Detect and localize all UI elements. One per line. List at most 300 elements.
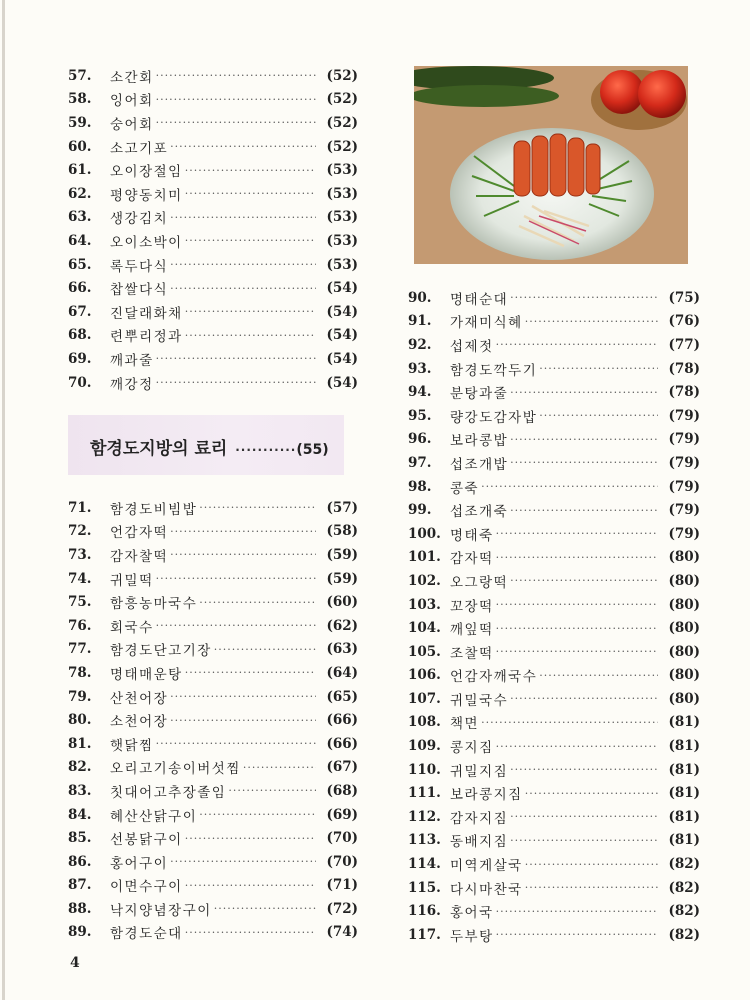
toc-entry-number: 62. bbox=[68, 185, 92, 202]
toc-entry-title: 홍어국 bbox=[450, 905, 494, 922]
toc-entry[interactable] bbox=[68, 135, 358, 159]
toc-entry[interactable] bbox=[408, 404, 700, 428]
toc-list-right bbox=[408, 286, 700, 947]
toc-dot-leader bbox=[156, 69, 316, 82]
toc-entry-page: (79) bbox=[668, 502, 700, 519]
toc-dot-leader bbox=[170, 140, 316, 153]
toc-dot-leader bbox=[185, 329, 316, 342]
toc-dot-leader bbox=[214, 902, 316, 915]
toc-entry-number: 73. bbox=[68, 546, 92, 563]
toc-entry-page: (82) bbox=[668, 879, 700, 896]
toc-entry-title: 진달래화채 bbox=[110, 305, 183, 322]
toc-entry-page: (52) bbox=[326, 138, 358, 155]
toc-entry-number: 114. bbox=[408, 856, 441, 873]
toc-entry-title: 섭제젓 bbox=[450, 338, 494, 355]
toc-entry-number: 102. bbox=[408, 572, 441, 589]
toc-dot-leader bbox=[185, 832, 316, 845]
toc-entry-title: 두부탕 bbox=[450, 928, 494, 945]
toc-entry-page: (54) bbox=[326, 327, 358, 344]
dish-photo-illustration bbox=[414, 66, 688, 264]
toc-entry[interactable] bbox=[68, 347, 358, 371]
toc-entry-page: (54) bbox=[326, 350, 358, 367]
toc-entry-number: 109. bbox=[408, 738, 441, 755]
toc-entry-number: 96. bbox=[408, 431, 432, 448]
toc-dot-leader bbox=[539, 362, 658, 375]
toc-entry[interactable] bbox=[68, 229, 358, 253]
toc-entry-title: 섭조개밥 bbox=[450, 456, 509, 473]
toc-entry-page: (52) bbox=[326, 67, 358, 84]
toc-entry[interactable] bbox=[408, 593, 700, 617]
toc-entry-page: (53) bbox=[326, 209, 358, 226]
toc-entry-page: (81) bbox=[668, 761, 700, 778]
toc-entry-page: (66) bbox=[326, 712, 358, 729]
toc-entry[interactable] bbox=[408, 451, 700, 475]
toc-entry-title: 다시마찬국 bbox=[450, 881, 523, 898]
toc-entry-number: 68. bbox=[68, 327, 92, 344]
toc-entry-title: 산천어장 bbox=[110, 690, 169, 707]
toc-entry-title: 조찰떡 bbox=[450, 645, 494, 662]
toc-entry-page: (82) bbox=[668, 903, 700, 920]
toc-entry-title: 함경도비빔밥 bbox=[110, 501, 198, 518]
toc-entry-number: 67. bbox=[68, 303, 92, 320]
toc-dot-leader bbox=[170, 714, 316, 727]
toc-dot-leader bbox=[496, 928, 658, 941]
toc-entry-number: 105. bbox=[408, 643, 441, 660]
toc-entry-page: (54) bbox=[326, 280, 358, 297]
toc-entry[interactable] bbox=[408, 781, 700, 805]
toc-entry-page: (80) bbox=[668, 596, 700, 613]
toc-dot-leader bbox=[170, 211, 316, 224]
toc-entry[interactable] bbox=[408, 899, 700, 923]
toc-entry[interactable] bbox=[68, 661, 358, 685]
toc-entry[interactable] bbox=[68, 371, 358, 395]
toc-entry-number: 70. bbox=[68, 374, 92, 391]
toc-entry-title: 분탕과줄 bbox=[450, 386, 509, 403]
toc-entry-number: 64. bbox=[68, 232, 92, 249]
toc-entry-page: (59) bbox=[326, 570, 358, 587]
toc-entry-number: 110. bbox=[408, 761, 441, 778]
toc-entry-page: (68) bbox=[326, 782, 358, 799]
toc-entry[interactable] bbox=[68, 779, 358, 803]
toc-entry-number: 66. bbox=[68, 280, 92, 297]
toc-entry-title: 함경도깍두기 bbox=[450, 362, 538, 379]
toc-entry[interactable] bbox=[408, 569, 700, 593]
toc-entry[interactable] bbox=[408, 357, 700, 381]
toc-entry-title: 록두다식 bbox=[110, 258, 169, 275]
toc-entry-page: (54) bbox=[326, 374, 358, 391]
toc-entry-page: (78) bbox=[668, 360, 700, 377]
toc-entry-title: 콩지짐 bbox=[450, 740, 494, 757]
toc-entry-page: (66) bbox=[326, 735, 358, 752]
toc-entry[interactable] bbox=[408, 380, 700, 404]
toc-entry[interactable] bbox=[408, 286, 700, 310]
toc-dot-leader bbox=[185, 187, 316, 200]
toc-entry-page: (77) bbox=[668, 336, 700, 353]
section-banner bbox=[68, 415, 344, 475]
toc-entry-number: 78. bbox=[68, 664, 92, 681]
toc-entry-number: 117. bbox=[408, 926, 441, 943]
toc-entry-page: (53) bbox=[326, 162, 358, 179]
toc-entry-page: (67) bbox=[326, 759, 358, 776]
toc-entry[interactable] bbox=[408, 687, 700, 711]
toc-entry[interactable] bbox=[68, 567, 358, 591]
toc-entry-page: (52) bbox=[326, 91, 358, 108]
toc-entry[interactable] bbox=[68, 826, 358, 850]
toc-entry-title: 오이장절임 bbox=[110, 164, 183, 181]
toc-entry[interactable] bbox=[408, 475, 700, 499]
toc-entry-number: 77. bbox=[68, 641, 92, 658]
toc-entry-number: 87. bbox=[68, 877, 92, 894]
toc-dot-leader bbox=[510, 834, 658, 847]
toc-entry[interactable] bbox=[68, 324, 358, 348]
toc-entry[interactable] bbox=[408, 852, 700, 876]
toc-dot-leader bbox=[170, 548, 316, 561]
toc-entry-page: (80) bbox=[668, 690, 700, 707]
toc-entry-page: (80) bbox=[668, 667, 700, 684]
toc-entry[interactable] bbox=[68, 732, 358, 756]
toc-entry-number: 80. bbox=[68, 712, 92, 729]
toc-dot-leader bbox=[525, 858, 658, 871]
toc-dot-leader bbox=[185, 926, 316, 939]
toc-entry[interactable] bbox=[68, 708, 358, 732]
toc-entry-page: (81) bbox=[668, 832, 700, 849]
toc-entry-page: (81) bbox=[668, 738, 700, 755]
toc-entry-title: 깨강정 bbox=[110, 376, 154, 393]
toc-dot-leader bbox=[156, 116, 316, 129]
toc-entry-title: 감자지짐 bbox=[450, 810, 509, 827]
toc-entry-title: 언감자깨국수 bbox=[450, 669, 538, 686]
toc-dot-leader bbox=[199, 501, 316, 514]
toc-entry-title: 소간회 bbox=[110, 69, 154, 86]
toc-entry-page: (82) bbox=[668, 926, 700, 943]
toc-entry-title: 소천어장 bbox=[110, 714, 169, 731]
toc-entry-page: (65) bbox=[326, 688, 358, 705]
toc-dot-leader bbox=[539, 409, 658, 422]
toc-dot-leader bbox=[539, 669, 658, 682]
toc-dot-leader bbox=[170, 282, 316, 295]
toc-entry-number: 107. bbox=[408, 690, 441, 707]
toc-entry-title: 함흥농마국수 bbox=[110, 596, 198, 613]
toc-dot-leader bbox=[185, 234, 316, 247]
toc-left-column-bottom bbox=[68, 496, 358, 944]
toc-dot-leader bbox=[525, 315, 658, 328]
toc-entry[interactable] bbox=[408, 876, 700, 900]
toc-entry-title: 함경도단고기장 bbox=[110, 643, 212, 660]
toc-entry-title: 깨과줄 bbox=[110, 352, 154, 369]
toc-entry-title: 량강도감자밥 bbox=[450, 409, 538, 426]
toc-entry-number: 57. bbox=[68, 67, 92, 84]
toc-entry[interactable] bbox=[68, 850, 358, 874]
toc-entry-number: 112. bbox=[408, 808, 441, 825]
toc-entry-page: (72) bbox=[326, 900, 358, 917]
toc-entry-title: 꼬장떡 bbox=[450, 598, 494, 615]
toc-entry-number: 108. bbox=[408, 714, 441, 731]
toc-entry-page: (64) bbox=[326, 664, 358, 681]
toc-entry-number: 97. bbox=[408, 454, 432, 471]
toc-entry[interactable] bbox=[68, 158, 358, 182]
tomato-right bbox=[638, 70, 686, 118]
toc-dot-leader bbox=[214, 643, 316, 656]
toc-entry-page: (54) bbox=[326, 303, 358, 320]
toc-entry-number: 81. bbox=[68, 735, 92, 752]
toc-entry[interactable] bbox=[68, 803, 358, 827]
toc-entry-title: 평양동치미 bbox=[110, 187, 183, 204]
toc-entry[interactable] bbox=[408, 498, 700, 522]
toc-dot-leader bbox=[228, 784, 316, 797]
toc-entry-title: 련뿌리정과 bbox=[110, 329, 183, 346]
toc-entry-title: 오그랑떡 bbox=[450, 574, 509, 591]
toc-entry-number: 69. bbox=[68, 350, 92, 367]
toc-dot-leader bbox=[156, 737, 316, 750]
toc-entry-title: 오리고기송이버섯찜 bbox=[110, 761, 241, 778]
toc-entry-page: (80) bbox=[668, 620, 700, 637]
toc-entry[interactable] bbox=[68, 897, 358, 921]
toc-dot-leader bbox=[185, 164, 316, 177]
toc-list-top bbox=[68, 64, 358, 394]
toc-entry-number: 86. bbox=[68, 853, 92, 870]
toc-entry-title: 명태순대 bbox=[450, 291, 509, 308]
toc-dot-leader bbox=[185, 305, 316, 318]
toc-entry-title: 명태죽 bbox=[450, 527, 494, 544]
toc-entry[interactable] bbox=[408, 923, 700, 947]
toc-entry-number: 100. bbox=[408, 525, 441, 542]
toc-entry-number: 58. bbox=[68, 91, 92, 108]
toc-entry-number: 71. bbox=[68, 499, 92, 516]
toc-entry-number: 88. bbox=[68, 900, 92, 917]
toc-entry[interactable] bbox=[68, 276, 358, 300]
toc-entry-title: 생강김치 bbox=[110, 211, 169, 228]
toc-entry-page: (80) bbox=[668, 572, 700, 589]
toc-entry[interactable] bbox=[408, 829, 700, 853]
toc-entry-page: (79) bbox=[668, 454, 700, 471]
toc-entry-title: 보라콩밥 bbox=[450, 433, 509, 450]
toc-entry-title: 언감자떡 bbox=[110, 525, 169, 542]
toc-entry[interactable] bbox=[68, 182, 358, 206]
toc-entry-page: (69) bbox=[326, 806, 358, 823]
toc-entry[interactable] bbox=[68, 88, 358, 112]
toc-entry-number: 90. bbox=[408, 289, 432, 306]
toc-entry[interactable] bbox=[408, 805, 700, 829]
toc-dot-leader bbox=[199, 596, 316, 609]
toc-entry-page: (52) bbox=[326, 114, 358, 131]
toc-entry-page: (81) bbox=[668, 808, 700, 825]
toc-dot-leader bbox=[496, 338, 658, 351]
toc-entry-page: (81) bbox=[668, 785, 700, 802]
toc-entry-page: (82) bbox=[668, 856, 700, 873]
toc-dot-leader bbox=[170, 855, 316, 868]
toc-dot-leader bbox=[510, 456, 658, 469]
toc-entry-page: (75) bbox=[668, 289, 700, 306]
toc-dot-leader bbox=[510, 810, 658, 823]
tomato-left bbox=[600, 70, 644, 114]
toc-entry[interactable] bbox=[408, 711, 700, 735]
toc-dot-leader bbox=[199, 808, 316, 821]
toc-entry-page: (78) bbox=[668, 384, 700, 401]
toc-entry-title: 오이소박이 bbox=[110, 234, 183, 251]
toc-dot-leader bbox=[525, 881, 658, 894]
toc-entry-number: 101. bbox=[408, 549, 441, 566]
toc-entry[interactable] bbox=[68, 638, 358, 662]
toc-entry[interactable] bbox=[408, 734, 700, 758]
toc-dot-leader bbox=[156, 619, 316, 632]
toc-entry-number: 106. bbox=[408, 667, 441, 684]
toc-dot-leader bbox=[170, 258, 316, 271]
toc-entry[interactable] bbox=[68, 520, 358, 544]
toc-entry-title: 보라콩지짐 bbox=[450, 787, 523, 804]
page-number: 4 bbox=[70, 955, 80, 971]
toc-entry-page: (80) bbox=[668, 643, 700, 660]
toc-entry-title: 잉어회 bbox=[110, 93, 154, 110]
toc-entry[interactable] bbox=[68, 756, 358, 780]
toc-entry-number: 85. bbox=[68, 830, 92, 847]
toc-entry-number: 116. bbox=[408, 903, 441, 920]
toc-entry-page: (79) bbox=[668, 407, 700, 424]
toc-entry-page: (79) bbox=[668, 478, 700, 495]
toc-entry-number: 99. bbox=[408, 502, 432, 519]
toc-entry[interactable] bbox=[408, 333, 700, 357]
toc-entry-title: 회국수 bbox=[110, 619, 154, 636]
toc-entry-page: (74) bbox=[326, 924, 358, 941]
toc-entry-page: (62) bbox=[326, 617, 358, 634]
toc-entry[interactable] bbox=[408, 428, 700, 452]
toc-dot-leader bbox=[156, 93, 316, 106]
toc-entry-page: (57) bbox=[326, 499, 358, 516]
toc-entry[interactable] bbox=[408, 546, 700, 570]
toc-entry-page: (71) bbox=[326, 877, 358, 894]
toc-entry-number: 83. bbox=[68, 782, 92, 799]
toc-dot-leader bbox=[496, 527, 658, 540]
toc-dot-leader bbox=[510, 574, 658, 587]
toc-entry-title: 콩죽 bbox=[450, 480, 480, 497]
section-heading-title: 함경도지방의 료리 bbox=[90, 439, 228, 459]
toc-entry-number: 76. bbox=[68, 617, 92, 634]
toc-entry-number: 59. bbox=[68, 114, 92, 131]
toc-entry-title: 감자떡 bbox=[450, 551, 494, 568]
toc-entry[interactable] bbox=[68, 111, 358, 135]
toc-dot-leader bbox=[185, 666, 316, 679]
toc-entry-title: 명태매운탕 bbox=[110, 666, 183, 683]
toc-entry-page: (70) bbox=[326, 853, 358, 870]
toc-entry[interactable] bbox=[68, 253, 358, 277]
toc-entry[interactable] bbox=[68, 874, 358, 898]
toc-left-column bbox=[68, 64, 358, 394]
toc-dot-leader bbox=[496, 598, 658, 611]
toc-entry-number: 92. bbox=[408, 336, 432, 353]
toc-entry-title: 선봉닭구이 bbox=[110, 832, 183, 849]
toc-entry[interactable] bbox=[68, 496, 358, 520]
toc-entry[interactable] bbox=[408, 310, 700, 334]
toc-entry-page: (63) bbox=[326, 641, 358, 658]
toc-entry[interactable] bbox=[408, 522, 700, 546]
toc-entry[interactable] bbox=[68, 543, 358, 567]
toc-entry-page: (79) bbox=[668, 431, 700, 448]
toc-entry-number: 75. bbox=[68, 594, 92, 611]
toc-dot-leader bbox=[496, 645, 658, 658]
cucumber-middle bbox=[414, 85, 559, 107]
toc-entry-page: (79) bbox=[668, 525, 700, 542]
toc-entry-number: 94. bbox=[408, 384, 432, 401]
toc-entry[interactable] bbox=[68, 300, 358, 324]
toc-entry[interactable] bbox=[68, 614, 358, 638]
toc-entry-page: (70) bbox=[326, 830, 358, 847]
toc-entry-title: 이면수구이 bbox=[110, 879, 183, 896]
toc-entry-number: 93. bbox=[408, 360, 432, 377]
toc-entry-title: 낙지양념장구이 bbox=[110, 902, 212, 919]
toc-entry-title: 귀밀떡 bbox=[110, 572, 154, 589]
toc-entry-number: 103. bbox=[408, 596, 441, 613]
toc-entry-number: 61. bbox=[68, 162, 92, 179]
toc-dot-leader bbox=[525, 787, 658, 800]
toc-entry[interactable] bbox=[408, 758, 700, 782]
toc-entry-number: 65. bbox=[68, 256, 92, 273]
toc-entry-number: 115. bbox=[408, 879, 441, 896]
toc-dot-leader bbox=[510, 291, 658, 304]
toc-list-bottom bbox=[68, 496, 358, 944]
toc-entry[interactable] bbox=[68, 590, 358, 614]
toc-entry-page: (60) bbox=[326, 594, 358, 611]
toc-entry-title: 섭조개죽 bbox=[450, 504, 509, 521]
section-heading[interactable] bbox=[90, 434, 329, 459]
toc-entry-number: 79. bbox=[68, 688, 92, 705]
toc-entry-title: 귀밀국수 bbox=[450, 692, 509, 709]
toc-entry-number: 91. bbox=[408, 313, 432, 330]
toc-dot-leader bbox=[481, 716, 658, 729]
toc-entry-title: 귀밀지짐 bbox=[450, 763, 509, 780]
dish-photo bbox=[414, 66, 688, 264]
toc-entry[interactable] bbox=[408, 640, 700, 664]
toc-entry-number: 104. bbox=[408, 620, 441, 637]
toc-entry-number: 72. bbox=[68, 523, 92, 540]
toc-entry-number: 74. bbox=[68, 570, 92, 587]
toc-entry-number: 98. bbox=[408, 478, 432, 495]
page-edge bbox=[2, 0, 5, 1000]
toc-right-column bbox=[408, 286, 700, 947]
toc-dot-leader bbox=[510, 433, 658, 446]
toc-dot-leader bbox=[185, 879, 316, 892]
toc-entry-page: (59) bbox=[326, 546, 358, 563]
section-heading-page: (55) bbox=[296, 442, 329, 458]
toc-dot-leader bbox=[496, 622, 658, 635]
toc-entry-number: 111. bbox=[408, 785, 441, 802]
toc-entry-number: 89. bbox=[68, 924, 92, 941]
toc-entry-page: (53) bbox=[326, 232, 358, 249]
toc-entry-number: 60. bbox=[68, 138, 92, 155]
toc-entry-number: 95. bbox=[408, 407, 432, 424]
toc-dot-leader bbox=[156, 572, 316, 585]
toc-entry-page: (80) bbox=[668, 549, 700, 566]
toc-entry[interactable] bbox=[68, 64, 358, 88]
toc-entry-title: 가재미식혜 bbox=[450, 315, 523, 332]
toc-entry-page: (58) bbox=[326, 523, 358, 540]
toc-dot-leader bbox=[481, 480, 658, 493]
section-heading-leader: ··········· bbox=[235, 443, 297, 457]
toc-dot-leader bbox=[156, 376, 316, 389]
toc-entry[interactable] bbox=[68, 921, 358, 945]
toc-dot-leader bbox=[170, 525, 316, 538]
toc-dot-leader bbox=[170, 690, 316, 703]
toc-entry-title: 책면 bbox=[450, 716, 480, 733]
toc-entry-title: 찹쌀다식 bbox=[110, 282, 169, 299]
toc-dot-leader bbox=[243, 761, 316, 774]
toc-entry-title: 햇닭찜 bbox=[110, 737, 154, 754]
toc-entry-number: 63. bbox=[68, 209, 92, 226]
toc-entry[interactable] bbox=[408, 664, 700, 688]
toc-entry[interactable] bbox=[408, 616, 700, 640]
toc-dot-leader bbox=[510, 386, 658, 399]
toc-entry[interactable] bbox=[68, 206, 358, 230]
toc-entry-title: 감자찰떡 bbox=[110, 548, 169, 565]
toc-entry[interactable] bbox=[68, 685, 358, 709]
